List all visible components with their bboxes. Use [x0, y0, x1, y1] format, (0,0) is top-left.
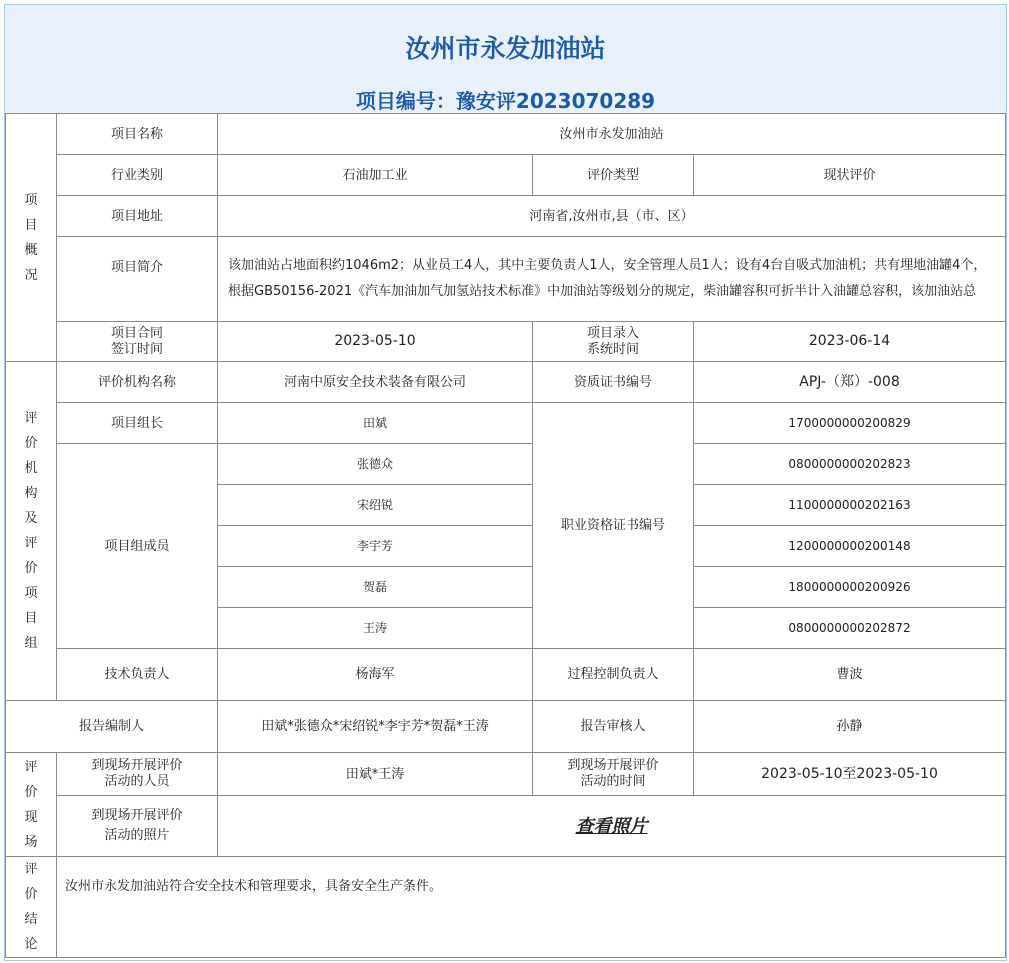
section-label-char: 论 — [24, 937, 38, 952]
section-label-char: 价 — [24, 561, 38, 576]
section-label-char: 价 — [24, 784, 38, 800]
view-photos-link[interactable]: 查看照片 — [575, 815, 648, 837]
cert-no-label: 资质证书编号 — [533, 362, 694, 403]
cert-no-value: APJ-（郑）-008 — [694, 362, 1006, 403]
member-cert: 0800000000202872 — [694, 608, 1006, 649]
section-label-char: 结 — [24, 912, 38, 927]
section-overview-label — [6, 114, 57, 362]
member-cert: 1800000000200926 — [694, 567, 1006, 608]
tech-lead-value: 杨海军 — [218, 649, 533, 701]
project-name-value: 汝州市永发加油站 — [218, 114, 1006, 155]
site-time-label-line2: 活动的时间 — [580, 774, 646, 789]
project-number: 项目编号：豫安评2023070289 — [355, 89, 656, 113]
section-label-char: 评 — [24, 536, 38, 551]
leader-cert: 1700000000200829 — [694, 403, 1006, 444]
tech-lead-label: 技术负责人 — [57, 649, 218, 701]
site-people-value: 田斌*王涛 — [218, 753, 533, 796]
report-reviewer-value: 孙静 — [694, 701, 1006, 753]
page-title: 汝州市永发加油站 — [405, 34, 606, 63]
site-people-label-line2: 活动的人员 — [104, 774, 170, 789]
report-author-label: 报告编制人 — [6, 701, 218, 753]
member-cert: 0800000000202823 — [694, 444, 1006, 485]
site-photo-label-line1: 到现场开展评价 — [91, 808, 183, 823]
section-label-char: 价 — [24, 436, 38, 451]
section-label-char: 及 — [24, 511, 38, 526]
entry-date-value: 2023-06-14 — [694, 322, 1006, 362]
site-time-value: 2023-05-10至2023-05-10 — [694, 753, 1006, 796]
contract-date-label-line2: 签订时间 — [110, 341, 163, 357]
site-time-label — [533, 753, 694, 796]
project-name-label: 项目名称 — [57, 114, 218, 155]
eval-type-label: 评价类型 — [533, 155, 694, 196]
section-site-label — [6, 753, 57, 857]
intro-line-1: 该加油站占地面积约1046m2；从业员工4人，其中主要负责人1人，安全管理人员1人；设有4台自吸式加油机；共有埋地油罐4个， — [228, 258, 987, 273]
entry-date-label-line1: 项目录入 — [586, 325, 639, 341]
eval-type-value: 现状评价 — [694, 155, 1006, 196]
qualification-label: 职业资格证书编号 — [533, 403, 694, 649]
members-label: 项目组成员 — [57, 444, 218, 649]
section-label-char: 况 — [24, 267, 38, 283]
member-name: 张德众 — [218, 444, 533, 485]
site-photo-label — [57, 796, 218, 857]
section-label-char: 组 — [24, 636, 38, 651]
process-lead-value: 曹波 — [694, 649, 1006, 701]
section-label-char: 项 — [24, 586, 38, 601]
section-conclusion-label — [6, 857, 57, 958]
site-time-label-line1: 到现场开展评价 — [567, 758, 659, 773]
site-photo-cell — [218, 796, 1006, 857]
section-label-char: 场 — [24, 834, 38, 850]
org-name-label: 评价机构名称 — [57, 362, 218, 403]
industry-value: 石油加工业 — [218, 155, 533, 196]
entry-date-label — [533, 322, 694, 362]
entry-date-label-line2: 系统时间 — [586, 341, 639, 357]
member-name: 王涛 — [218, 608, 533, 649]
report-author-value: 田斌*张德众*宋绍锐*李宇芳*贺磊*王涛 — [218, 701, 533, 753]
section-label-char: 评 — [24, 862, 38, 877]
section-label-char: 现 — [24, 809, 38, 825]
contract-date-value: 2023-05-10 — [218, 322, 533, 362]
section-label-char: 概 — [24, 242, 38, 258]
intro-label: 项目简介 — [57, 237, 218, 322]
site-people-label-line1: 到现场开展评价 — [91, 758, 183, 773]
conclusion-text: 汝州市永发加油站符合安全技术和管理要求，具备安全生产条件。 — [57, 857, 1006, 958]
section-label-char: 评 — [24, 411, 38, 426]
section-agency-label — [6, 362, 57, 701]
report-reviewer-label: 报告审核人 — [533, 701, 694, 753]
leader-name: 田斌 — [218, 403, 533, 444]
section-label-char: 构 — [24, 486, 38, 501]
member-name: 李宇芳 — [218, 526, 533, 567]
site-people-label — [57, 753, 218, 796]
member-name: 宋绍锐 — [218, 485, 533, 526]
section-label-char: 评 — [24, 759, 38, 775]
industry-label: 行业类别 — [57, 155, 218, 196]
address-value: 河南省,汝州市,县（市、区） — [218, 196, 1006, 237]
section-label-char: 机 — [24, 461, 38, 476]
contract-date-label — [57, 322, 218, 362]
intro-value — [218, 237, 1006, 322]
member-name: 贺磊 — [218, 567, 533, 608]
member-cert: 1200000000200148 — [694, 526, 1006, 567]
site-photo-label-line2: 活动的照片 — [104, 828, 170, 843]
leader-label: 项目组长 — [57, 403, 218, 444]
section-label-char: 价 — [24, 887, 38, 902]
section-label-char: 目 — [24, 611, 38, 626]
section-label-char: 目 — [24, 217, 38, 233]
intro-line-2: 根据GB50156-2021《汽车加油加气加氢站技术标准》中加油站等级划分的规定，柴油罐容积可折半计入油罐总容积，该加油站总 — [228, 284, 977, 299]
section-label-char: 项 — [24, 192, 38, 208]
member-cert: 1100000000202163 — [694, 485, 1006, 526]
process-lead-label: 过程控制负责人 — [533, 649, 694, 701]
org-name-value: 河南中原安全技术装备有限公司 — [218, 362, 533, 403]
contract-date-label-line1: 项目合同 — [110, 325, 163, 341]
address-label: 项目地址 — [57, 196, 218, 237]
